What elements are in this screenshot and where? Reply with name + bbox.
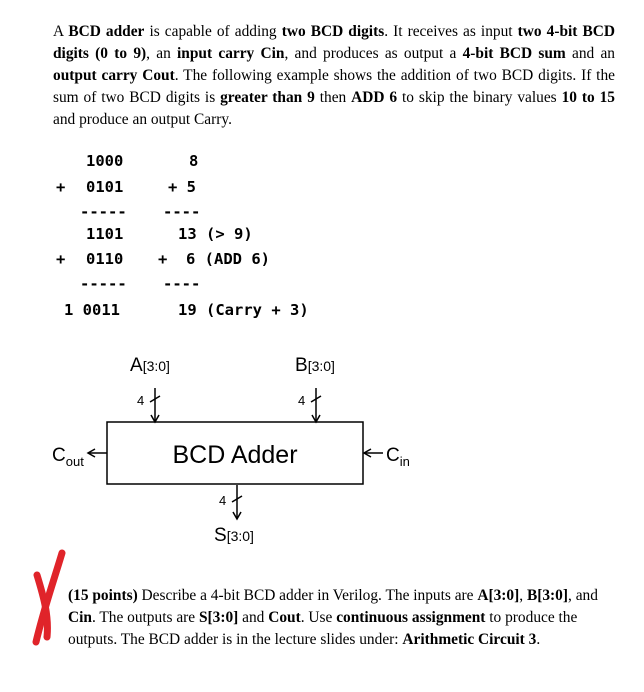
input-a-label: A[3:0] <box>130 355 170 376</box>
question-paragraph: (15 points) Describe a 4-bit BCD adder in Verilog. The inputs are A[3:0], B[3:0], and Cin. The outputs are S[3:0] and Cout. Use continuous assignment to produce the outputs. The BCD adder is in the lecture slides under: Arithmetic Circuit 3. <box>68 587 598 648</box>
output-s-label: S[3:0] <box>214 525 254 546</box>
cout-label: $C_{out}$ <box>52 445 84 469</box>
bus-width-b: 4 <box>298 393 306 408</box>
intro-paragraph: A BCD adder is capable of adding two BCD digits. It receives as input two 4-bit BCD digits (0 to 9), an input carry Cin, and produces as output a 4-bit BCD sum and an output carry Cout. The following example shows the addition of two BCD digits. If the sum of two BCD digits is greater than 9 then ADD 6 to skip the binary values 10 to 15 and produce an output Carry. <box>53 23 615 128</box>
example-plus-2: + <box>56 250 66 268</box>
example-dash-decimal-2: ---- <box>163 275 201 293</box>
example-dash-binary-2: ----- <box>80 275 127 293</box>
example-binary-1: 1000 <box>86 152 124 170</box>
bus-width-a: 4 <box>137 393 145 408</box>
example-decimal-4: + 6 (ADD 6) <box>158 250 270 268</box>
example-decimal-1: 8 <box>189 152 199 170</box>
example-binary-result: 1 0011 <box>64 301 120 319</box>
example-dash-binary-1: ----- <box>80 203 127 221</box>
bus-width-s: 4 <box>219 493 227 508</box>
example-plus-1: + <box>56 178 66 196</box>
example-dash-decimal-1: ---- <box>163 203 201 221</box>
cin-label: $C_{in}$ <box>386 445 410 469</box>
red-x-mark <box>36 553 62 642</box>
block-title: BCD Adder <box>172 441 298 469</box>
example-decimal-result: 19 (Carry + 3) <box>178 301 309 319</box>
example-binary-3: 1101 <box>86 225 124 243</box>
example-decimal-2: + 5 <box>168 178 196 196</box>
example-decimal-3: 13 (> 9) <box>178 225 253 243</box>
example-binary-2: 0101 <box>86 178 124 196</box>
input-b-label: B[3:0] <box>295 355 335 376</box>
example-binary-4: 0110 <box>86 250 124 268</box>
